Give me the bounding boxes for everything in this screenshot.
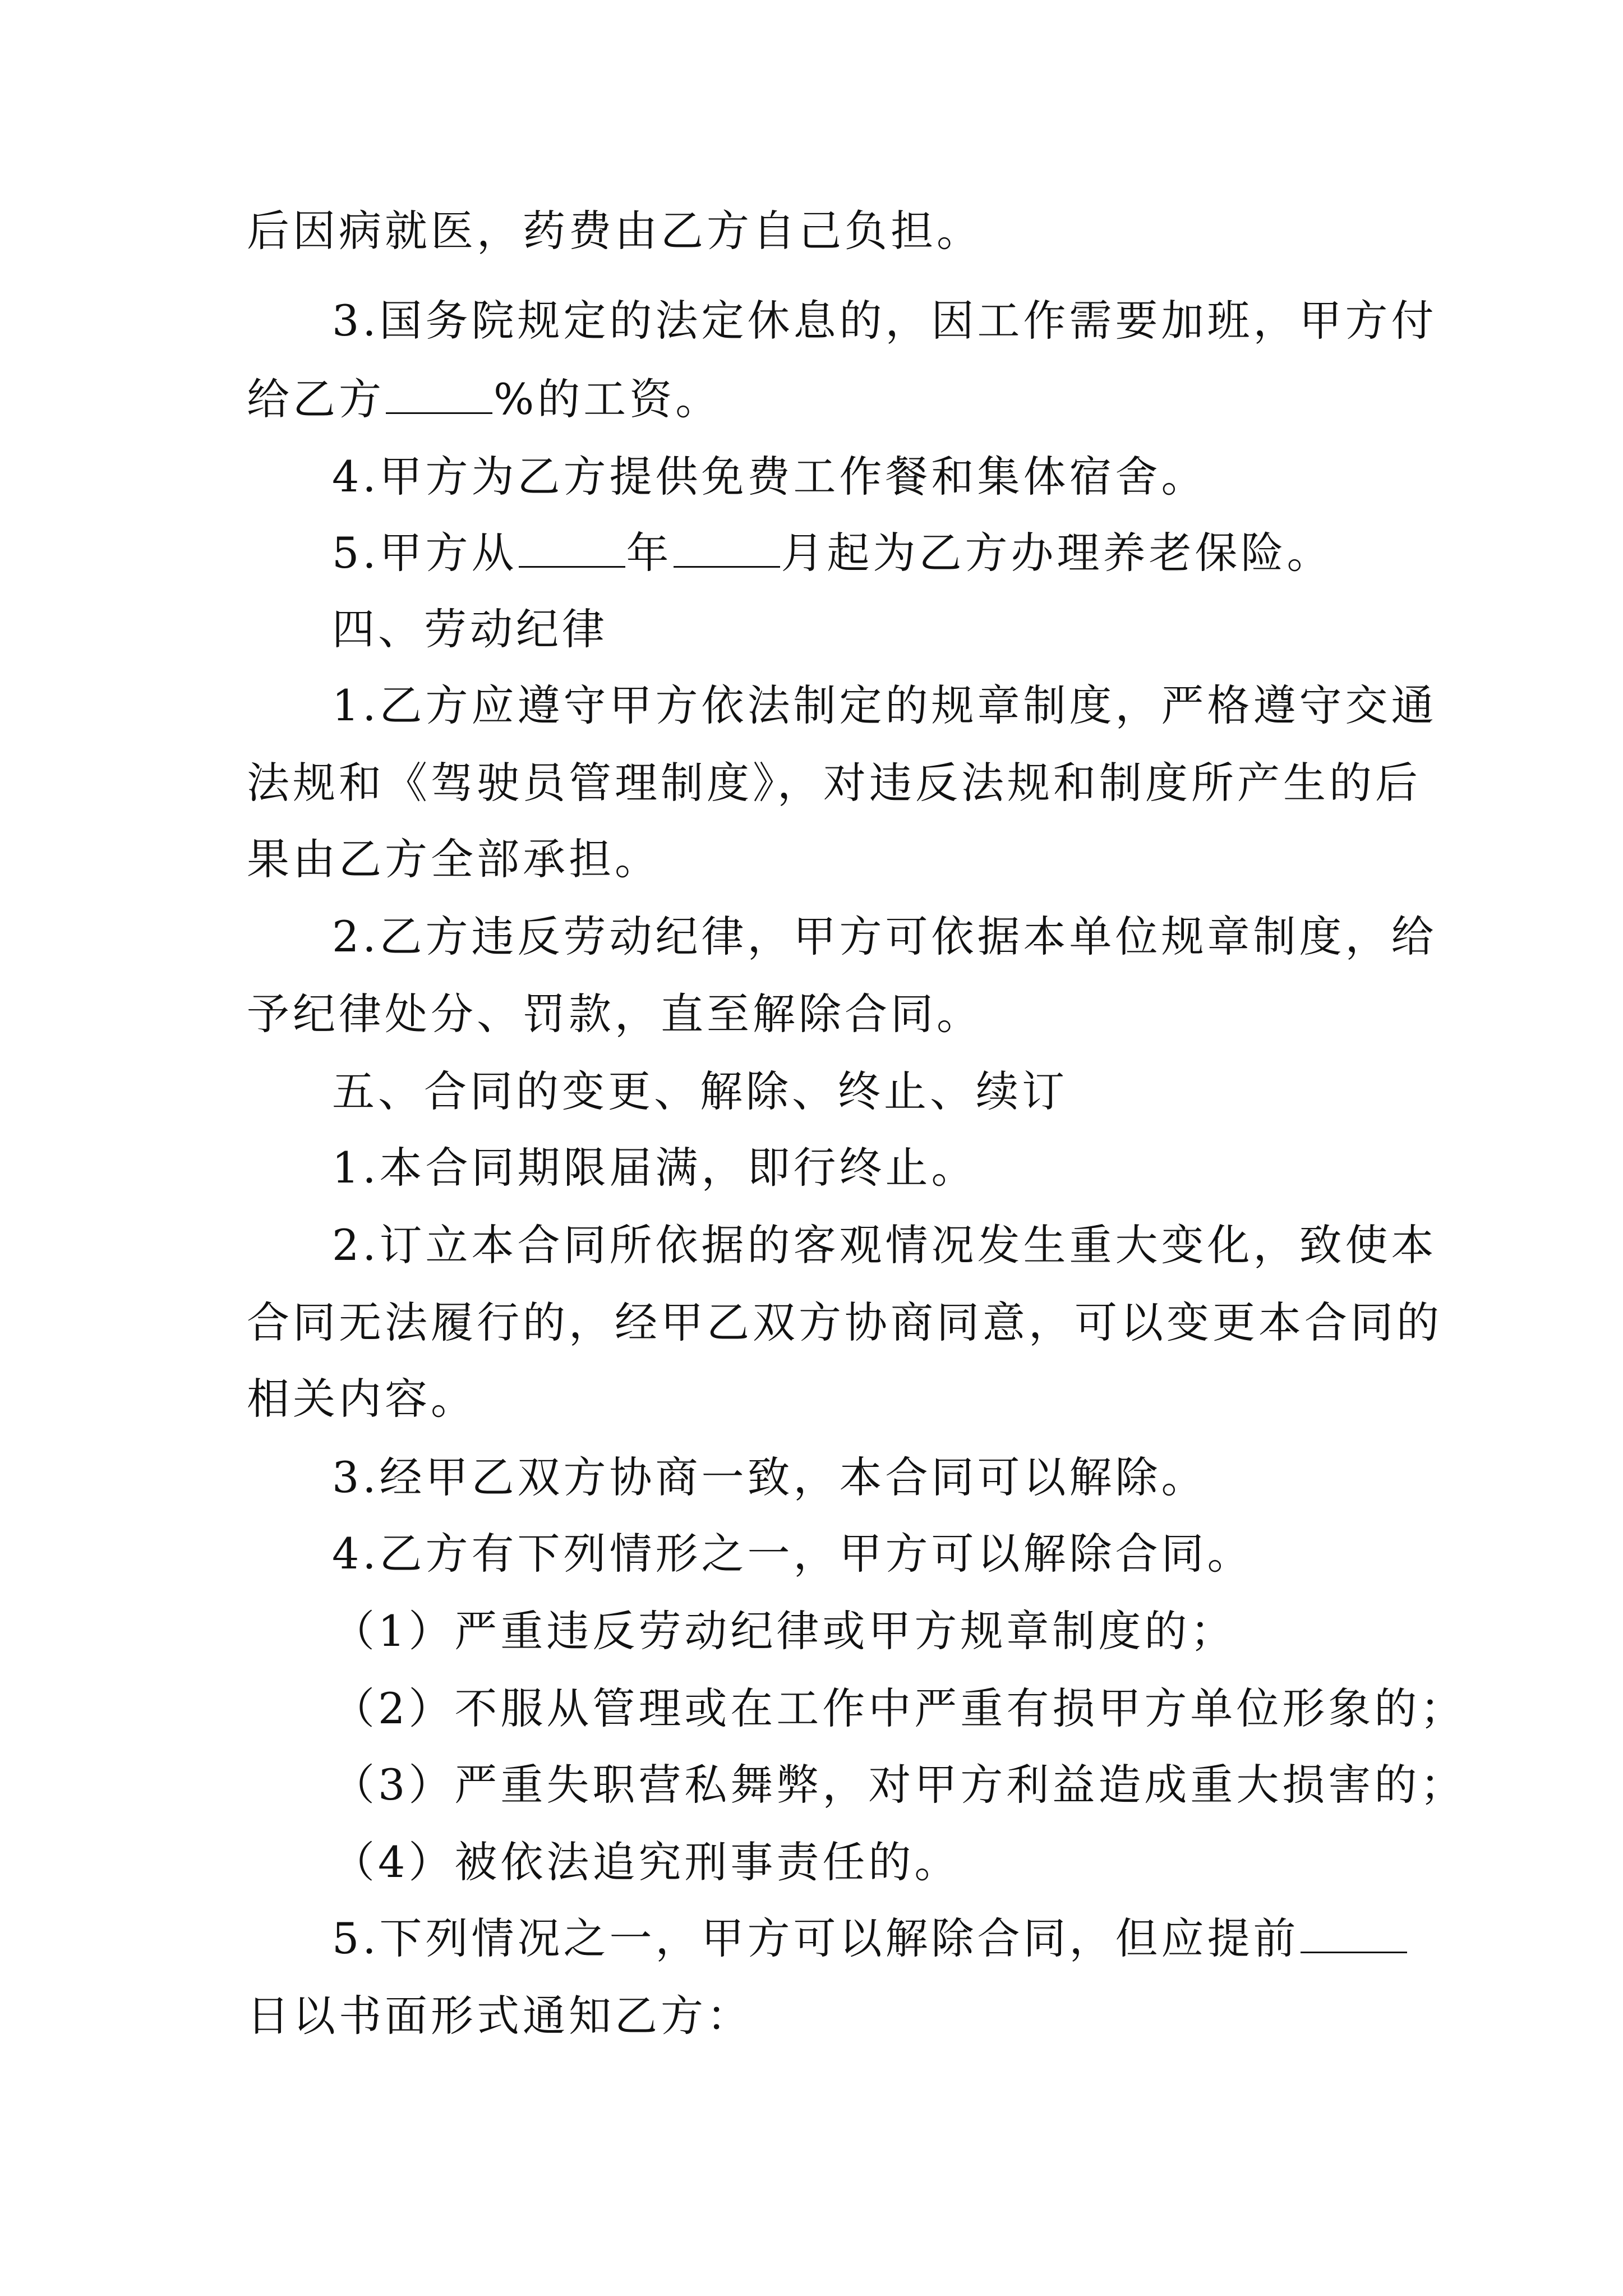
section-heading: 四、劳动纪律 [332,604,608,654]
text-segment: 给乙方 [247,374,385,424]
section-heading: 五、合同的变更、解除、终止、续订 [332,1066,1068,1116]
paragraph-line: 予纪律处分、罚款，直至解除合同。 [247,989,983,1039]
text-segment: 5.甲方从 [332,528,518,578]
fill-blank [519,527,625,568]
list-item: （1）严重违反劳动纪律或甲方规章制度的； [332,1606,1237,1656]
text-segment: %的工资。 [494,374,722,424]
text-segment: 5.下列情况之一，甲方可以解除合同，但应提前 [332,1913,1299,1963]
paragraph-line: 3.国务院规定的法定休息的，因工作需要加班，甲方付 [332,296,1437,346]
list-item: （4）被依法追究刑事责任的。 [332,1837,961,1887]
paragraph-line: 合同无法履行的，经甲乙双方协商同意，可以变更本合同的 [247,1297,1442,1347]
text-segment: 月起为乙方办理养老保险。 [781,528,1333,578]
paragraph-line [247,371,721,427]
paragraph-line: 相关内容。 [247,1374,477,1424]
paragraph-line: 1.乙方应遵守甲方依法制定的规章制度，严格遵守交通 [332,680,1437,730]
paragraph-line: 4.甲方为乙方提供免费工作餐和集体宿舍。 [332,452,1207,501]
paragraph-line [332,1911,1408,1967]
paragraph-line: 法规和《驾驶员管理制度》，对违反法规和制度所产生的后 [247,758,1421,808]
list-item: （2）不服从管理或在工作中严重有损甲方单位形象的； [332,1683,1467,1733]
list-item: （3）严重失职营私舞弊，对甲方利益造成重大损害的； [332,1760,1467,1810]
paragraph-line: 2.乙方违反劳动纪律，甲方可依据本单位规章制度，给 [332,912,1437,961]
paragraph-line: 4.乙方有下列情形之一，甲方可以解除合同。 [332,1529,1253,1579]
paragraph-line: 后因病就医，药费由乙方自己负担。 [247,206,983,256]
paragraph-line: 1.本合同期限届满，即行终止。 [332,1143,978,1193]
paragraph-line: 果由乙方全部承担。 [247,834,661,884]
paragraph-line: 日以书面形式通知乙方： [247,1991,753,2041]
paragraph-line: 3.经甲乙双方协商一致，本合同可以解除。 [332,1452,1207,1502]
fill-blank [674,527,780,568]
fill-blank [386,373,492,414]
paragraph-line: 2.订立本合同所依据的客观情况发生重大变化，致使本 [332,1220,1437,1270]
text-segment: 年 [626,528,672,578]
paragraph-line [332,525,1333,581]
fill-blank [1301,1912,1407,1953]
